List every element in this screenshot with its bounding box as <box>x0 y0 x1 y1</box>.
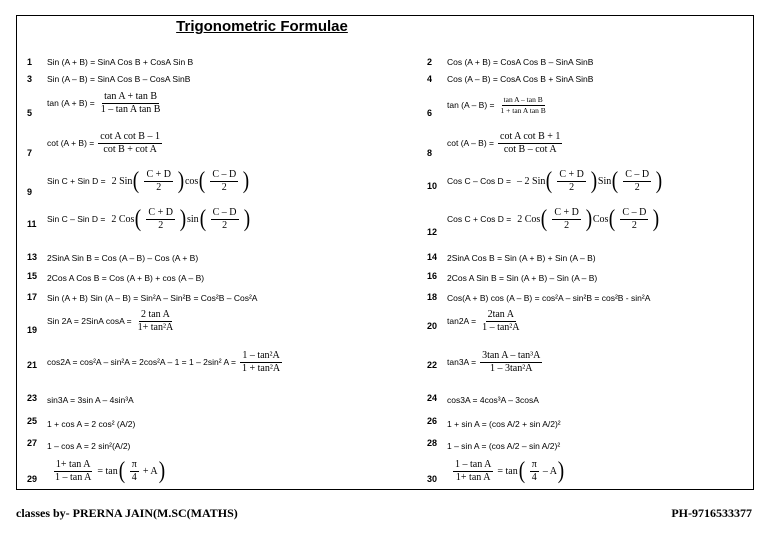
formula-lhs: cot (A + B) = <box>47 138 95 149</box>
formula-1: Sin (A + B) = SinA Cos B + CosA Sin B <box>47 57 194 67</box>
fraction <box>99 92 163 115</box>
formula-lhs: tan (A + B) = <box>47 98 95 109</box>
function-name: = tan <box>497 465 518 477</box>
denominator: 4 <box>131 472 137 483</box>
fraction <box>136 310 176 333</box>
term: – A <box>542 465 557 477</box>
formula-number: 20 <box>427 321 438 331</box>
formula-30: $\frac{\text{1 – tan A}}{\text{1+ tan A}}$ = tan ( $\frac{\pi}{4}$ – A ) <box>455 457 565 484</box>
denominator: 2 <box>158 220 164 231</box>
formula-number: 9 <box>27 187 33 197</box>
formula-lhs: tan2A = <box>447 316 477 327</box>
formula-number: 3 <box>27 74 33 84</box>
fraction <box>210 170 238 193</box>
formula-lhs: Sin 2A = 2SinA cosA = <box>47 316 132 327</box>
footer-author: classes by- PRERNA JAIN(M.SC(MATHS) <box>16 506 238 520</box>
fraction <box>552 208 581 231</box>
numerator: C – D <box>212 207 237 218</box>
formula-11: Sin C – Sin D = 2 Cos ( $\frac{C + D}{2}$ ) sin ( $\frac{C - D}{2}$ ) <box>47 205 250 232</box>
formula-number: 28 <box>427 438 438 448</box>
formula-number: 11 <box>27 219 37 229</box>
formula-19 <box>47 310 179 333</box>
denominator: 2 <box>221 182 227 193</box>
formula-5 <box>47 92 166 115</box>
formula-15: 2Cos A Cos B = Cos (A + B) + cos (A – B) <box>47 273 205 283</box>
numerator: 1 – tan A <box>455 459 492 470</box>
formula-number: 17 <box>27 292 38 302</box>
numerator: 1 – tan²A <box>242 350 280 361</box>
denominator: cot B – cot A <box>503 144 557 155</box>
formula-28: 1 – sin A = (cos A/2 – sin A/2)² <box>447 441 561 451</box>
formula-17: Sin (A + B) Sin (A – B) = Sin²A – Sin²B = Cos²B – Cos²A <box>47 293 258 303</box>
fraction <box>146 208 175 231</box>
formula-number: 8 <box>427 148 433 158</box>
formula-number: 24 <box>427 393 438 403</box>
fraction <box>480 351 542 374</box>
denominator: 1 – tan²A <box>482 322 520 333</box>
numerator: C + D <box>146 169 171 180</box>
fraction <box>130 460 139 483</box>
formula-24: cos3A = 4cos³A – 3cosA <box>447 395 539 405</box>
denominator: cot B + cot A <box>103 144 157 155</box>
formula-number: 4 <box>427 74 433 84</box>
denominator: 1+ tan A <box>455 472 491 483</box>
numerator: π <box>131 459 137 470</box>
formula-number: 16 <box>427 271 438 281</box>
fraction <box>53 460 93 483</box>
numerator: π <box>531 459 537 470</box>
term: + A <box>142 465 158 477</box>
denominator: 1 – tan A tan B <box>100 104 161 115</box>
denominator: 1 – 3tan²A <box>490 363 533 374</box>
formula-number: 6 <box>427 108 433 118</box>
formula-number: 27 <box>27 438 38 448</box>
formula-22 <box>447 351 546 374</box>
formula-lhs: cot (A – B) = <box>447 138 495 149</box>
formula-2: Cos (A + B) = CosA Cos B – SinA SinB <box>447 57 594 67</box>
formula-number: 7 <box>27 148 33 158</box>
footer-phone: PH-9716533377 <box>671 506 752 520</box>
formula-number: 18 <box>427 292 438 302</box>
function-name: Sin <box>597 175 612 187</box>
fraction <box>499 96 548 114</box>
formula-lhs: tan (A – B) = <box>447 99 495 110</box>
denominator: 2 <box>634 182 640 193</box>
numerator: C + D <box>559 169 584 180</box>
formula-number: 30 <box>427 474 438 484</box>
numerator: C + D <box>554 207 579 218</box>
formula-21 <box>47 351 286 374</box>
function-name: = tan <box>97 465 118 477</box>
coefficient: 2 Sin <box>111 175 133 187</box>
numerator: 3tan A – tan³A <box>482 350 541 361</box>
formula-lhs: Sin C – Sin D = <box>47 214 106 225</box>
formula-lhs: cos2A = cos²A – sin²A = 2cos²A – 1 = 1 – 2sin² A = <box>47 357 237 368</box>
fraction <box>530 460 539 483</box>
formula-12: Cos C + Cos D = 2 Cos ( $\frac{C + D}{2}$ ) Cos ( $\frac{C - D}{2}$ ) <box>447 205 660 232</box>
numerator: tan A + tan B <box>104 91 158 102</box>
formula-lhs: tan3A = <box>447 357 477 368</box>
formula-8 <box>447 132 566 155</box>
numerator: 1+ tan A <box>55 459 91 470</box>
denominator: 1 – tan A <box>55 472 92 483</box>
formula-number: 25 <box>27 416 38 426</box>
fraction <box>453 460 493 483</box>
numerator: 2tan A <box>487 309 514 320</box>
formula-number: 12 <box>427 227 438 237</box>
denominator: 2 <box>222 220 228 231</box>
denominator: 1+ tan²A <box>137 322 174 333</box>
page-title: Trigonometric Formulae <box>176 18 348 35</box>
formula-number: 19 <box>27 325 38 335</box>
formula-number: 13 <box>27 252 38 262</box>
formula-18: Cos(A + B) cos (A – B) = cos²A – sin²B = cos²B - sin²A <box>447 293 651 303</box>
numerator: tan A – tan B <box>503 95 543 104</box>
denominator: 2 <box>631 220 637 231</box>
denominator: 2 <box>564 220 570 231</box>
numerator: C + D <box>148 207 173 218</box>
formula-29: $\frac{\text{1+ tan A}}{\text{1 – tan A}}$ = tan ( $\frac{\pi}{4}$ + A ) <box>55 457 165 484</box>
denominator: 4 <box>531 472 537 483</box>
numerator: cot A cot B – 1 <box>100 131 160 142</box>
formula-4: Cos (A – B) = CosA Cos B + SinA SinB <box>447 74 594 84</box>
fraction <box>480 310 521 333</box>
numerator: C – D <box>625 169 650 180</box>
function-name: Cos <box>592 213 609 225</box>
denominator: 1 + tan²A <box>242 363 281 374</box>
numerator: C – D <box>622 207 647 218</box>
formula-number: 10 <box>427 181 438 191</box>
formula-16: 2Cos A Sin B = Sin (A + B) – Sin (A – B) <box>447 273 598 283</box>
formula-lhs: Cos C – Cos D = <box>447 176 512 187</box>
formula-14: 2SinA Cos B = Sin (A + B) + Sin (A – B) <box>447 253 596 263</box>
fraction <box>98 132 162 155</box>
formula-sheet <box>16 15 754 490</box>
numerator: 2 tan A <box>140 309 170 320</box>
formula-6 <box>447 96 552 114</box>
numerator: C – D <box>212 169 237 180</box>
formula-27: 1 – cos A = 2 sin²(A/2) <box>47 441 131 451</box>
fraction <box>211 208 239 231</box>
formula-number: 23 <box>27 393 38 403</box>
formula-number: 26 <box>427 416 438 426</box>
formula-number: 14 <box>427 252 438 262</box>
formula-number: 29 <box>27 474 38 484</box>
formula-number: 15 <box>27 271 38 281</box>
formula-lhs: Cos C + Cos D = <box>447 214 512 225</box>
formula-number: 21 <box>27 360 38 370</box>
formula-23: sin3A = 3sin A – 4sin³A <box>47 395 134 405</box>
fraction <box>144 170 173 193</box>
denominator: 2 <box>156 182 162 193</box>
fraction <box>623 170 651 193</box>
formula-7 <box>47 132 166 155</box>
formula-3: Sin (A – B) = SinA Cos B – CosA SinB <box>47 74 191 84</box>
formula-number: 2 <box>427 57 433 67</box>
formula-10: Cos C – Cos D = – 2 Sin ( $\frac{C + D}{2}$ ) Sin ( $\frac{C - D}{2}$ ) <box>447 167 663 194</box>
formula-20 <box>447 310 526 333</box>
coefficient: 2 Cos <box>111 213 135 225</box>
formula-number: 22 <box>427 360 438 370</box>
function-name: sin <box>186 213 199 225</box>
formula-lhs: Sin C + Sin D = <box>47 176 106 187</box>
denominator: 2 <box>569 182 575 193</box>
formula-26: 1 + sin A = (cos A/2 + sin A/2)² <box>447 419 561 429</box>
coefficient: – 2 Sin <box>517 175 546 187</box>
coefficient: 2 Cos <box>517 213 541 225</box>
formula-number: 5 <box>27 108 33 118</box>
fraction <box>557 170 586 193</box>
function-name: cos <box>184 175 199 187</box>
fraction <box>240 351 282 374</box>
formula-25: 1 + cos A = 2 cos² (A/2) <box>47 419 136 429</box>
denominator: 1 + tan A tan B <box>500 105 546 115</box>
formula-13: 2SinA Sin B = Cos (A – B) – Cos (A + B) <box>47 253 199 263</box>
fraction <box>620 208 648 231</box>
formula-number: 1 <box>27 57 33 67</box>
fraction <box>498 132 562 155</box>
numerator: cot A cot B + 1 <box>500 131 561 142</box>
formula-9: Sin C + Sin D = 2 Sin ( $\frac{C + D}{2}$ ) cos ( $\frac{C - D}{2}$ ) <box>47 167 250 194</box>
